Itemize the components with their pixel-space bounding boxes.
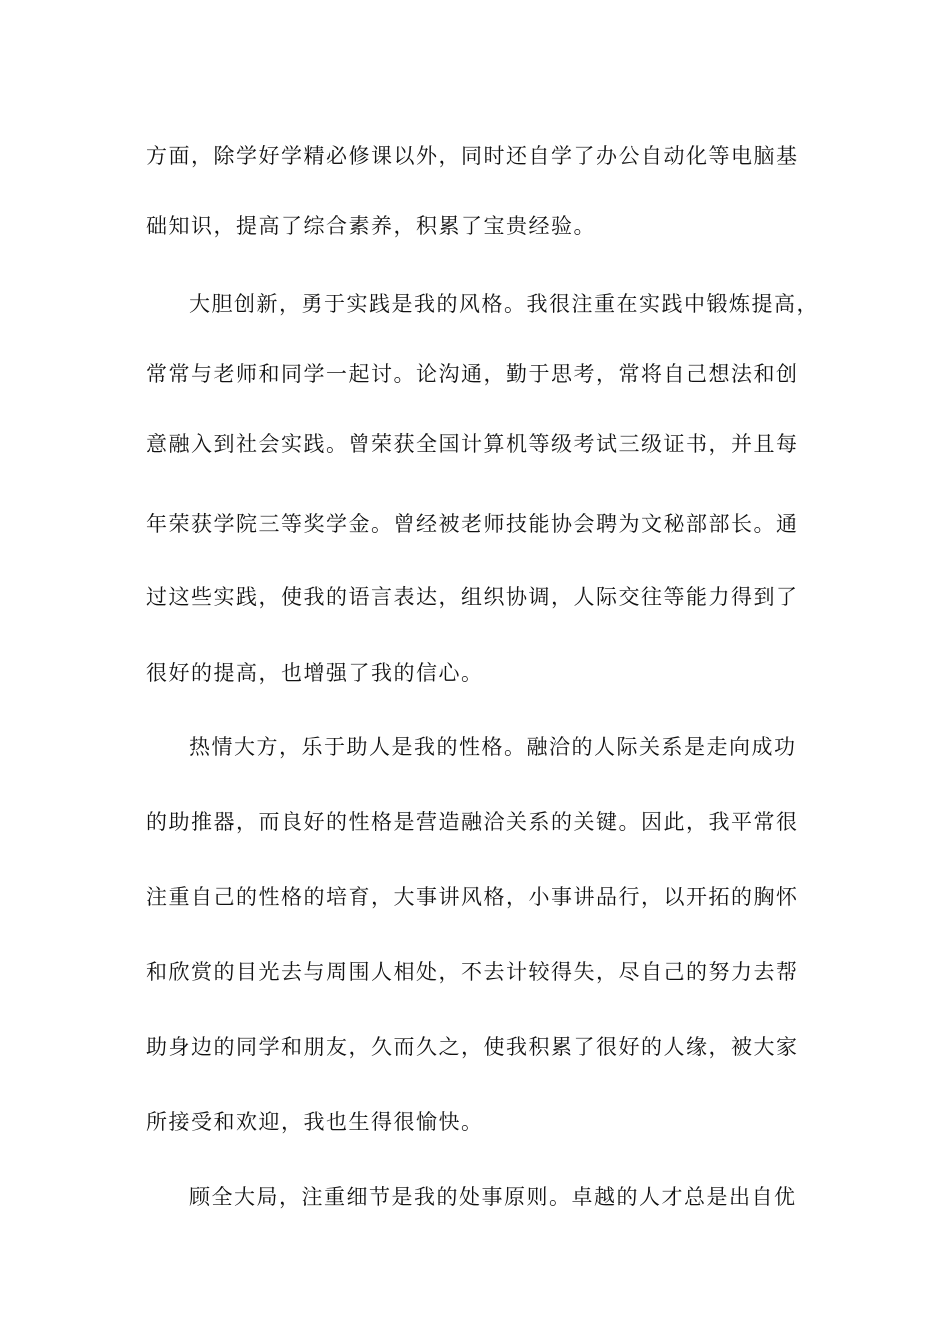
paragraph-start-line: 顾全大局，注重细节是我的处事原则。卓越的人才总是出自优 [189, 1185, 797, 1209]
text-line-8: 很好的提高，也增强了我的信心。 [146, 661, 484, 685]
text-line-11: 注重自己的性格的培育，大事讲风格，小事讲品行，以开拓的胸怀 [146, 885, 799, 909]
text-line-14: 所接受和欢迎，我也生得很愉快。 [146, 1110, 484, 1134]
text-line-4: 常常与老师和同学一起讨。论沟通，勤于思考，常将自己想法和创 [146, 362, 799, 386]
text-line-2: 础知识，提高了综合素养，积累了宝贵经验。 [146, 214, 596, 238]
text-line-6: 年荣获学院三等奖学金。曾经被老师技能协会聘为文秘部部长。通 [146, 512, 799, 536]
text-line-12: 和欣赏的目光去与周围人相处，不去计较得失，尽自己的努力去帮 [146, 960, 799, 984]
text-line-13: 助身边的同学和朋友，久而久之，使我积累了很好的人缘，被大家 [146, 1035, 799, 1059]
text-line-5: 意融入到社会实践。曾荣获全国计算机等级考试三级证书，并且每 [146, 432, 799, 456]
text-line-1: 方面，除学好学精必修课以外，同时还自学了办公自动化等电脑基 [146, 144, 799, 168]
text-line-10: 的助推器，而良好的性格是营造融洽关系的关键。因此，我平常很 [146, 810, 799, 834]
paragraph-start-line: 热情大方，乐于助人是我的性格。融洽的人际关系是走向成功 [189, 735, 797, 759]
paragraph-start-line: 大胆创新，勇于实践是我的风格。我很注重在实践中锻炼提高， [189, 292, 819, 316]
text-line-7: 过这些实践，使我的语言表达，组织协调，人际交往等能力得到了 [146, 585, 799, 609]
